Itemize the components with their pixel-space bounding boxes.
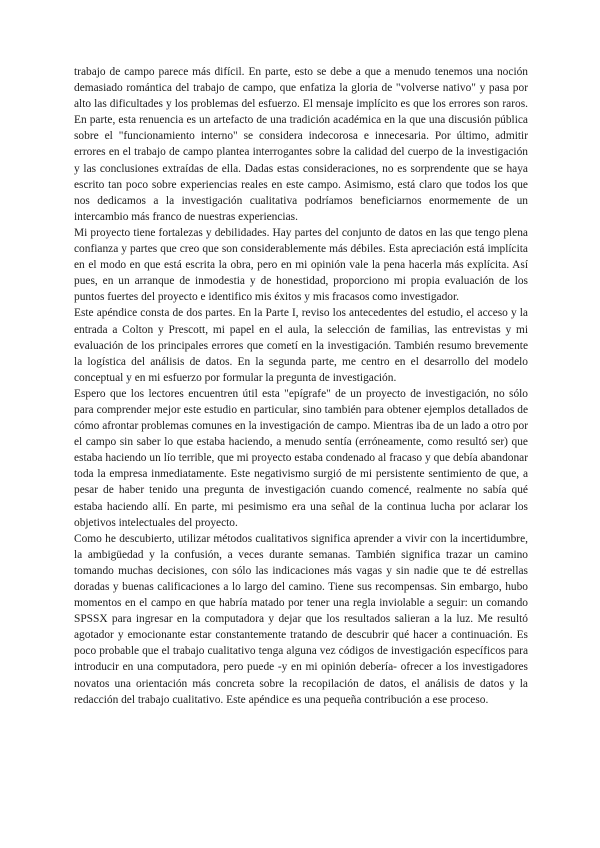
paragraph-2: Mi proyecto tiene fortalezas y debilidades. Hay partes del conjunto de datos en las que tengo plena confianza y partes que creo que son considerablemente más débiles. Esta apreciación está implícita en el modo en que está escrita la obra, pero en mi opinión vale la pena hacerla más explícita. Así pues, en un arranque de inmodestia y de honestidad, proporciono mi propia evaluación de los puntos fuertes del proyecto e identifico mis éxitos y mis fracasos como investigador. xyxy=(74,226,528,304)
paragraph-1: trabajo de campo parece más difícil. En parte, esto se debe a que a menudo tenemos una noción demasiado romántica del trabajo de campo, que enfatiza la gloria de "volverse nativo" y pasa por alto las dificultades y los problemas del esfuerzo. El mensaje implícito es que los errores son raros. En parte, esta renuencia es un artefacto de una tradición académica en la que una discusión pública sobre el "funcionamiento interno" se considera indecorosa e innecesaria. Por último, admitir errores en el trabajo de campo plantea interrogantes sobre la calidad del cuerpo de la investigación y las conclusiones extraídas de ella. Dadas estas consideraciones, no es sorprendente que se haya escrito tan poco sobre experiencias reales en este campo. Asimismo, está claro que todos los que nos dedicamos a la investigación cualitativa podríamos beneficiarnos enormemente de un intercambio más franco de nuestras experiencias. xyxy=(74,66,528,223)
paragraph-4: Espero que los lectores encuentren útil esta "epígrafe" de un proyecto de investigación, no sólo para comprender mejor este estudio en particular, sino también para obtener ejemplos detallados de cómo afrontar problemas comunes en la investigación de campo. Mientras iba de un lado a otro por el campo sin saber lo que estaba haciendo, a menudo sentía (erróneamente, como resultó ser) que estaba haciendo un lío terrible, que mi proyecto estaba condenado al fracaso y que debía abandonar toda la empresa inmediatamente. Este negativismo surgió de mi persistente sentimiento de que, a pesar de haber tenido una pregunta de investigación cuando comencé, realmente no sabía qué estaba haciendo allí. En parte, mi pesimismo era una señal de la continua lucha por aclarar los objetivos intelectuales del proyecto. xyxy=(74,387,528,529)
paragraph-3: Este apéndice consta de dos partes. En la Parte I, reviso los antecedentes del estudio, el acceso y la entrada a Colton y Prescott, mi papel en el aula, la selección de familias, las entrevistas y mi evaluación de los principales errores que cometí en la investigación. También resumo brevemente la logística del análisis de datos. En la segunda parte, me centro en el desarrollo del modelo conceptual y en mi esfuerzo por formular la pregunta de investigación. xyxy=(74,307,528,384)
paragraph-5: Como he descubierto, utilizar métodos cualitativos significa aprender a vivir con la incertidumbre, la ambigüedad y la confusión, a veces durante semanas. También significa trazar un camino tomando muchas decisiones, con sólo las indicaciones más vagas y sin nadie que te dé estrellas doradas y buenas calificaciones a lo largo del camino. Tiene sus recompensas. Sin embargo, hubo momentos en el campo en que habría matado por tener una regla inviolable a seguir: un comando SPSSX para ingresar en la computadora y dejar que los resultados salieran a la luz. Me resultó agotador y emocionante estar constantemente tratando de descubrir qué hacer a continuación. Es poco probable que el trabajo cualitativo tenga alguna vez códigos de investigación específicos para introducir en una computadora, pero puede -y en mi opinión debería- ofrecer a los investigadores novatos una orientación más concreta sobre la recopilación de datos, el análisis de datos y la redacción del trabajo cualitativo. Este apéndice es una pequeña contribución a ese proceso. xyxy=(74,532,528,706)
document-page xyxy=(74,64,528,708)
